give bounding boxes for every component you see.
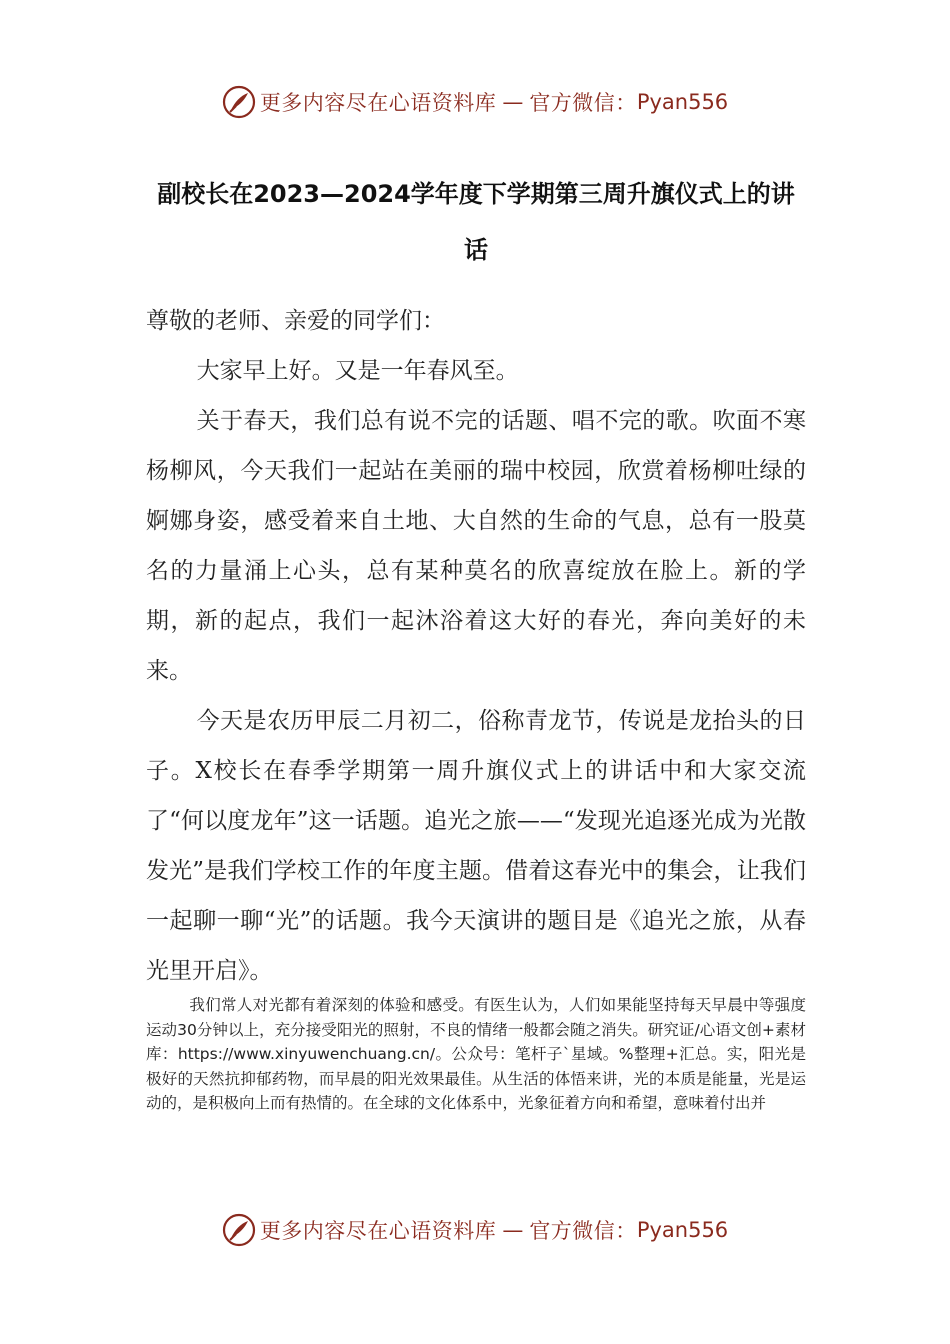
banner-wechat-id: Pyan556 [636, 1218, 729, 1242]
banner-wechat-label: 官方微信： [529, 1219, 637, 1243]
banner-separator: — [502, 90, 524, 114]
header-banner [0, 82, 950, 122]
paragraph: 大家早上好。又是一年春风至。 [196, 358, 519, 384]
salutation: 尊敬的老师、亲爱的同学们： [146, 308, 445, 334]
banner-text: 更多内容尽在心语资料库 [259, 91, 497, 115]
document-body [146, 296, 806, 996]
quill-logo-icon [222, 85, 256, 119]
banner-text: 更多内容尽在心语资料库 [259, 1219, 497, 1243]
small-paragraph: 我们常人对光都有着深刻的体验和感受。有医生认为，人们如果能坚持每天早晨中等强度运动30分钟以上，充分接受阳光的照射，不良的情绪一般都会随之消失。研究证/心语文创+素材库：https://www.xinyuwenchuang.cn/。公众号：笔杆子`星域。%整理+汇总。实，阳光是极好的天然抗抑郁药物，而早晨的阳光效果最佳。从生活的体悟来讲，光的本质是能量，光是运动的，是积极向上而有热情的。在全球的文化体系中，光象征着方向和希望，意味着付出并 [146, 996, 806, 1112]
banner-separator: — [502, 1218, 524, 1242]
paragraph: 今天是农历甲辰二月初二，俗称青龙节，传说是龙抬头的日子。X校长在春季学期第一周升旗仪式上的讲话中和大家交流了“何以度龙年”这一话题。追光之旅——“发现光追逐光成为光散发光”是我们学校工作的年度主题。借着这春光中的集会，让我们一起聊一聊“光”的话题。我今天演讲的题目是《追光之旅，从春光里开启》。 [146, 708, 806, 984]
paragraph: 关于春天，我们总有说不完的话题、唱不完的歌。吹面不寒杨柳风，今天我们一起站在美丽的瑞中校园，欣赏着杨柳吐绿的婀娜身姿，感受着来自土地、大自然的生命的气息，总有一股莫名的力量涌上心头，总有某种莫名的欣喜绽放在脸上。新的学期，新的起点，我们一起沐浴着这大好的春光，奔向美好的未来。 [146, 408, 806, 684]
banner-wechat-id: Pyan556 [636, 90, 729, 114]
quill-logo-icon [222, 1213, 256, 1247]
footer-banner [0, 1210, 950, 1250]
document-title: 副校长在2023—2024学年度下学期第三周升旗仪式上的讲话 [157, 180, 795, 264]
banner-wechat-label: 官方微信： [529, 91, 637, 115]
